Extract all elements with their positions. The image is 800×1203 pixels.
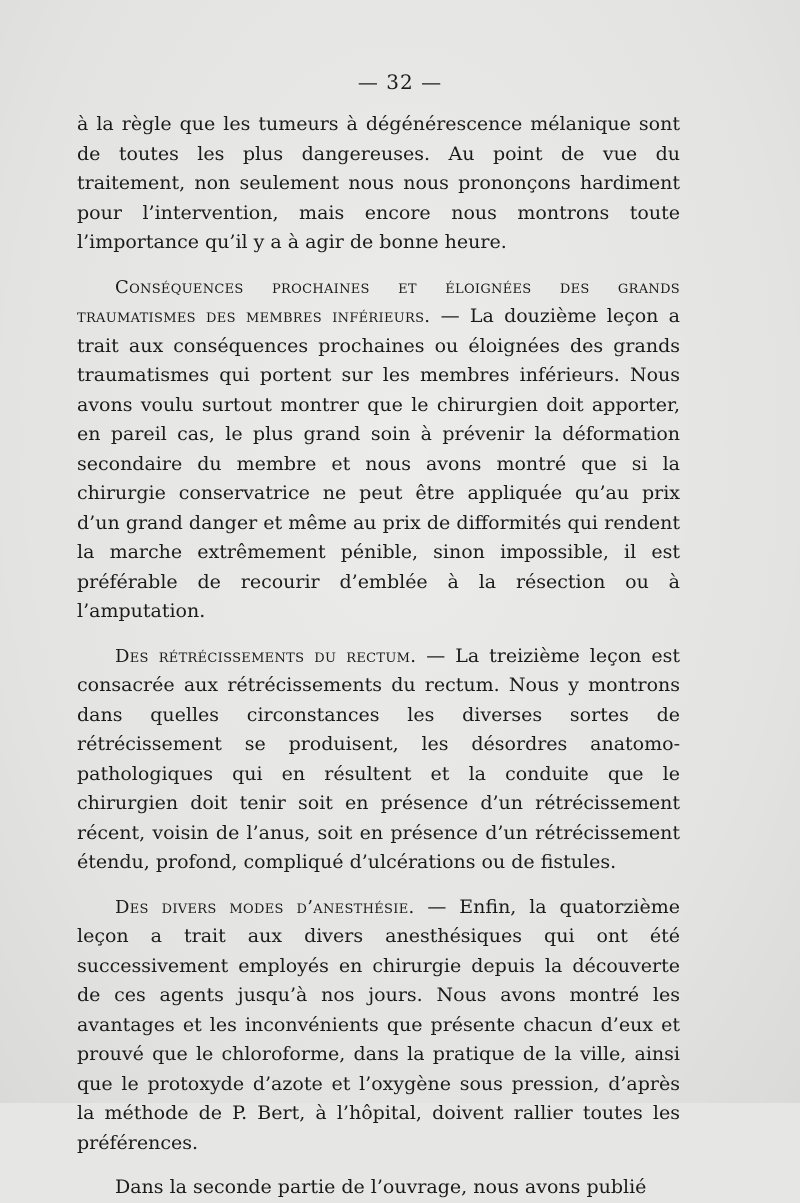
paragraph-text: à la règle que les tumeurs à dégénérescence mélanique sont de toutes les plus dangereuses. Au point de vue du traitement, non seulement nous nous prononçons hardiment pour l’intervention, mais encore nous montrons toute l’importance qu’il y a à agir de bonne heure. xyxy=(77,113,680,253)
paragraph-text: Dans la seconde partie de l’ouvrage, nous avons publié xyxy=(115,1176,647,1198)
section-heading: Des divers modes d’anesthésie. xyxy=(115,896,415,918)
page-number: — 32 — xyxy=(357,70,443,94)
paragraph-text: — La treizième leçon est consacrée aux rétrécissements du rectum. Nous y montrons dans quelles circonstances les diverses sortes de rétrécissement se produisent, les désordres anatomo-pathologiques qui en résultent et la conduite que le chirurgien doit tenir soit en présence d’un rétrécissement récent, voisin de l’anus, soit en présence d’un rétrécissement étendu, profond, compliqué d’ulcérations ou de fistules. xyxy=(77,644,681,873)
paragraph-continuation xyxy=(77,110,680,258)
section-heading: Des rétrécissements du rectum. xyxy=(115,645,417,667)
paragraph-seconde-partie xyxy=(77,1173,680,1203)
paragraph-text: — La douzième leçon a trait aux conséquences prochaines ou éloignées des grands traumatismes qui portent sur les membres inférieurs. Nous avons voulu surtout montrer que le chirurgien doit apporter, en pareil cas, le plus grand soin à prévenir la déformation secondaire du membre et nous avons montré que si la chirurgie conservatrice ne peut être appliquée qu’au prix d’un grand danger et même au prix de difformités qui rendent la marche extrêmement pénible, sinon impossible, il est préférable de recourir d’emblée à la résection ou à l’amputation. xyxy=(77,305,680,622)
paragraph-traumatismes xyxy=(77,273,680,627)
paragraph-anesthesie xyxy=(77,893,680,1159)
paragraph-text: — Enfin, la quatorzième leçon a trait aux divers anesthésiques qui ont été successivement employés en chirurgie depuis la découverte de ces agents jusqu’à nos jours. Nous avons montré les avantages et les inconvénients que présente chacun d’eux et prouvé que le chloroforme, dans la pratique de la ville, ainsi que le protoxyde d’azote et l’oxygène sous pression, d’après la méthode de P. Bert, à l’hôpital, doivent rallier toutes les préférences. xyxy=(77,895,681,1154)
paragraph-rectum xyxy=(77,642,680,878)
section-heading: Conséquences prochaines et éloignées des grands traumatismes des membres inférieurs. xyxy=(77,276,680,327)
body-text xyxy=(77,110,680,1203)
